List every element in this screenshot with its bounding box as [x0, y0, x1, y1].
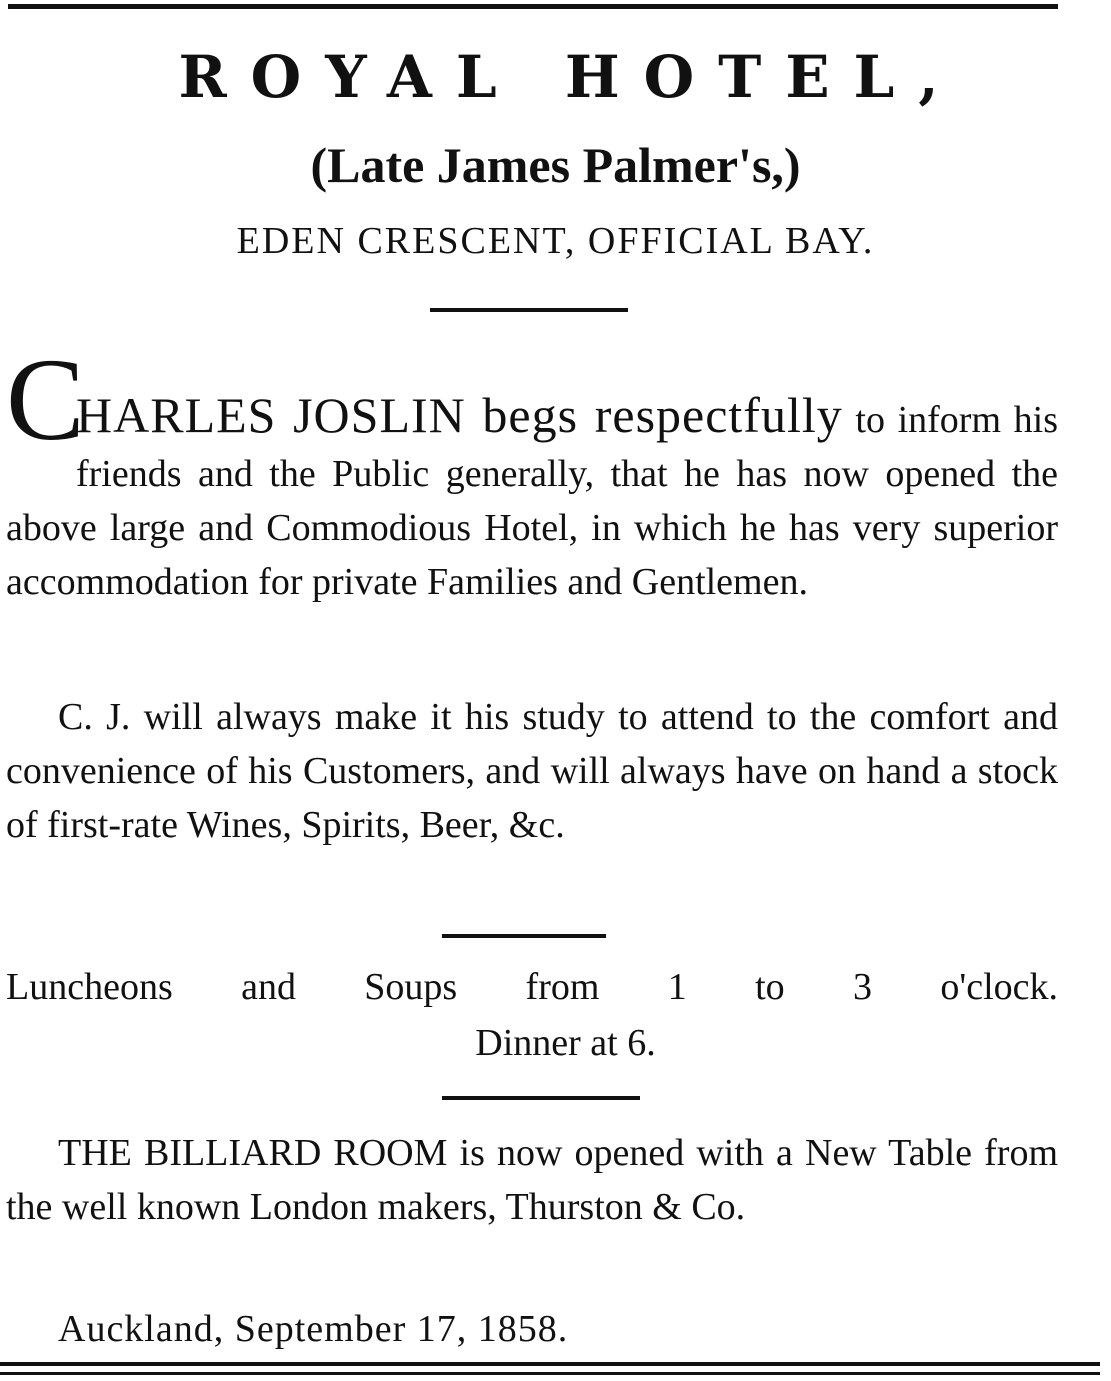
- intro-text: to inform his friends and the Public generally, that he has now opened the above large and Commodious Hotel, in which he has very superior accommodation for private Families and Gentlemen.: [6, 399, 1059, 603]
- luncheon-line: Luncheons and Soups from 1 to 3 o'clock.: [6, 966, 1058, 1008]
- intro-lead: HARLES JOSLIN begs respectfully: [76, 387, 843, 443]
- hotel-address: EDEN CRESCENT, OFFICIAL BAY.: [236, 220, 875, 262]
- dinner-line: Dinner at 6.: [475, 1022, 656, 1064]
- intro-paragraph: [6, 334, 1059, 609]
- dateline: Auckland, September 17, 1858.: [58, 1308, 569, 1350]
- second-paragraph: C. J. will always make it his study to attend to the comfort and convenience of his Customers, and will always have on hand a stock of first-rate Wines, Spirits, Beer, &c.: [6, 696, 1058, 846]
- bottom-rule-2: [0, 1372, 1100, 1375]
- billiard-paragraph: THE BILLIARD ROOM is now opened with a New Table from the well known London makers, Thurston & Co.: [6, 1132, 1058, 1228]
- drop-cap: C: [6, 334, 85, 465]
- bottom-rule: [0, 1362, 1100, 1366]
- divider-2: [442, 934, 606, 938]
- hotel-subtitle: (Late James Palmer's,): [310, 137, 801, 193]
- divider-1: [430, 308, 628, 312]
- divider-3: [442, 1096, 640, 1100]
- hotel-title: ROYAL HOTEL,: [178, 43, 963, 111]
- top-rule: [8, 4, 1058, 9]
